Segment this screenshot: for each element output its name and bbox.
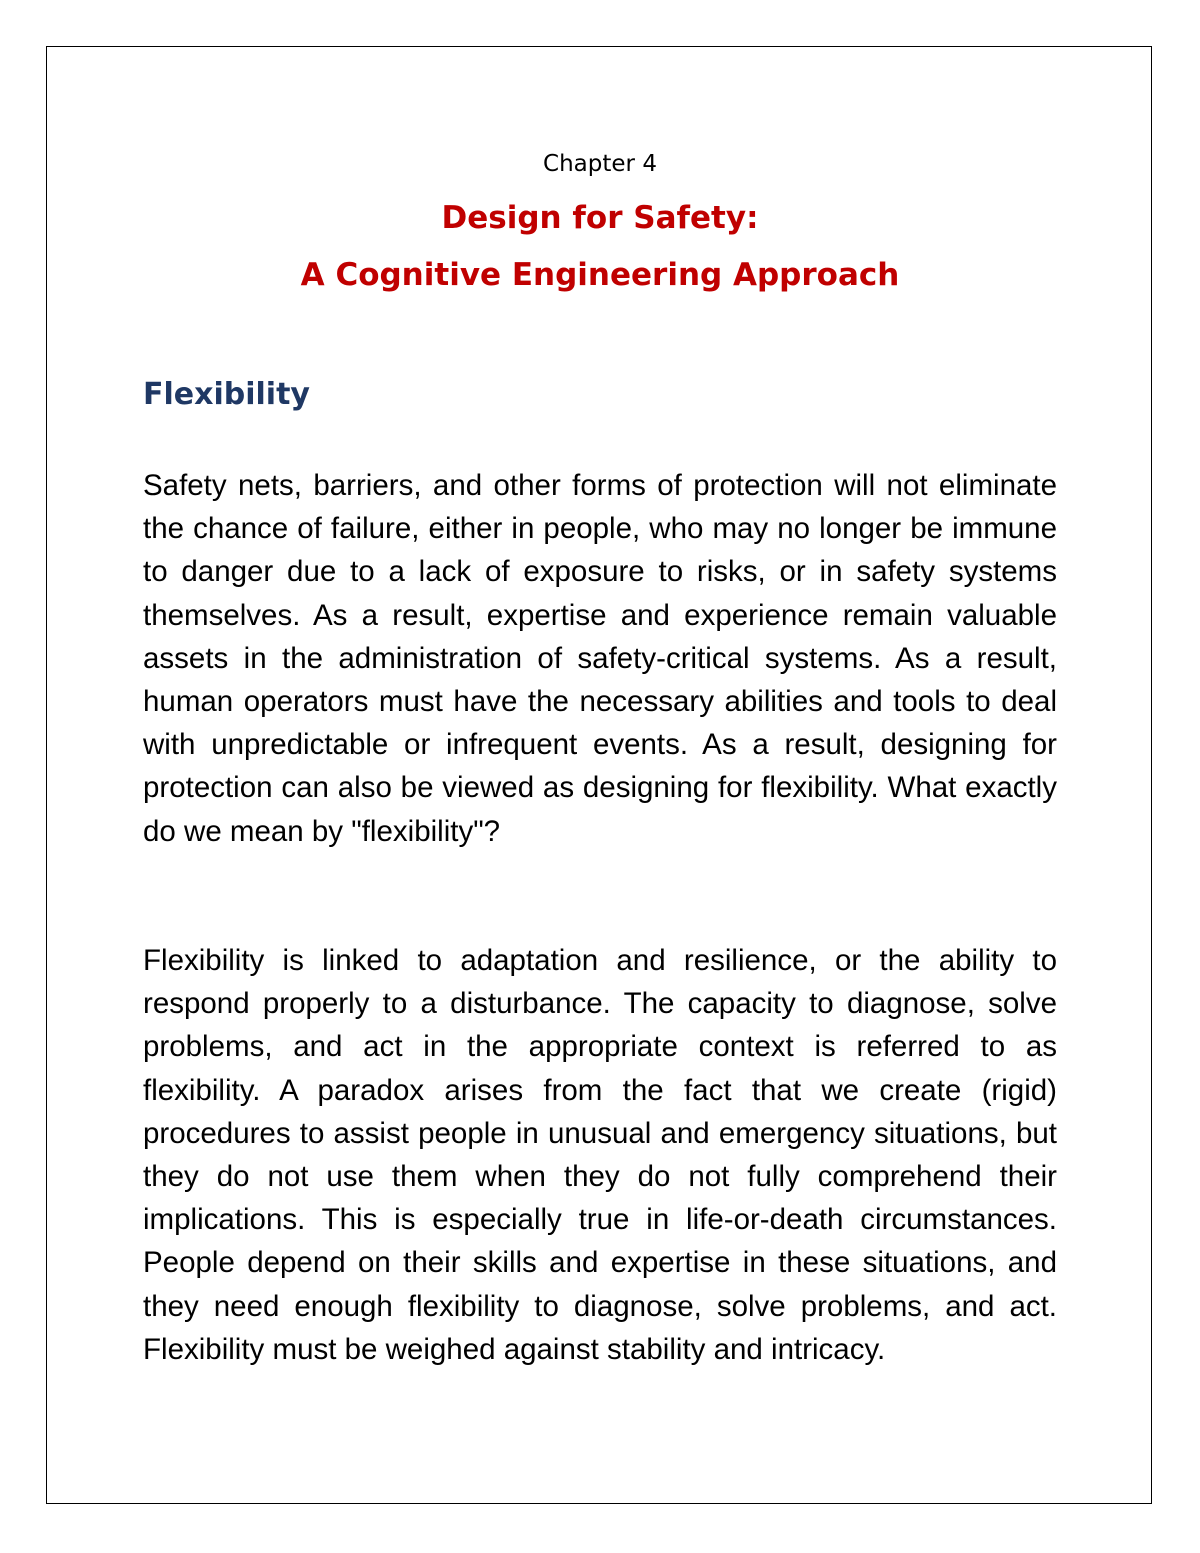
section-heading: Flexibility: [143, 377, 310, 412]
body-paragraph-1: Safety nets, barriers, and other forms of protection will not eliminate the chance of failure, either in people, who may no longer be immune to danger due to a lack of exposure to risks, or in safety systems themselves. As a result, expertise and experience remain valuable assets in the administration of safety-critical systems. As a result, human operators must have the necessary abilities and tools to deal with unpredictable or infrequent events. As a result, designing for protection can also be viewed as designing for flexibility. What exactly do we mean by "flexibility"?: [143, 469, 1057, 848]
chapter-label: Chapter 4: [543, 151, 657, 177]
body-paragraph-2: Flexibility is linked to adaptation and resilience, or the ability to respond properly to a disturbance. The capacity to diagnose, solve problems, and act in the appropriate context is referred to as flexibility. A paradox arises from the fact that we create (rigid) procedures to assist people in unusual and emergency situations, but they do not use them when they do not fully comprehend their implications. This is especially true in life-or-death circumstances. People depend on their skills and expertise in these situations, and they need enough flexibility to diagnose, solve problems, and act. Flexibility must be weighed against stability and intricacy.: [143, 944, 1057, 1366]
document-title-line-1: Design for Safety:: [441, 200, 759, 236]
document-title-line-2: A Cognitive Engineering Approach: [300, 257, 900, 293]
